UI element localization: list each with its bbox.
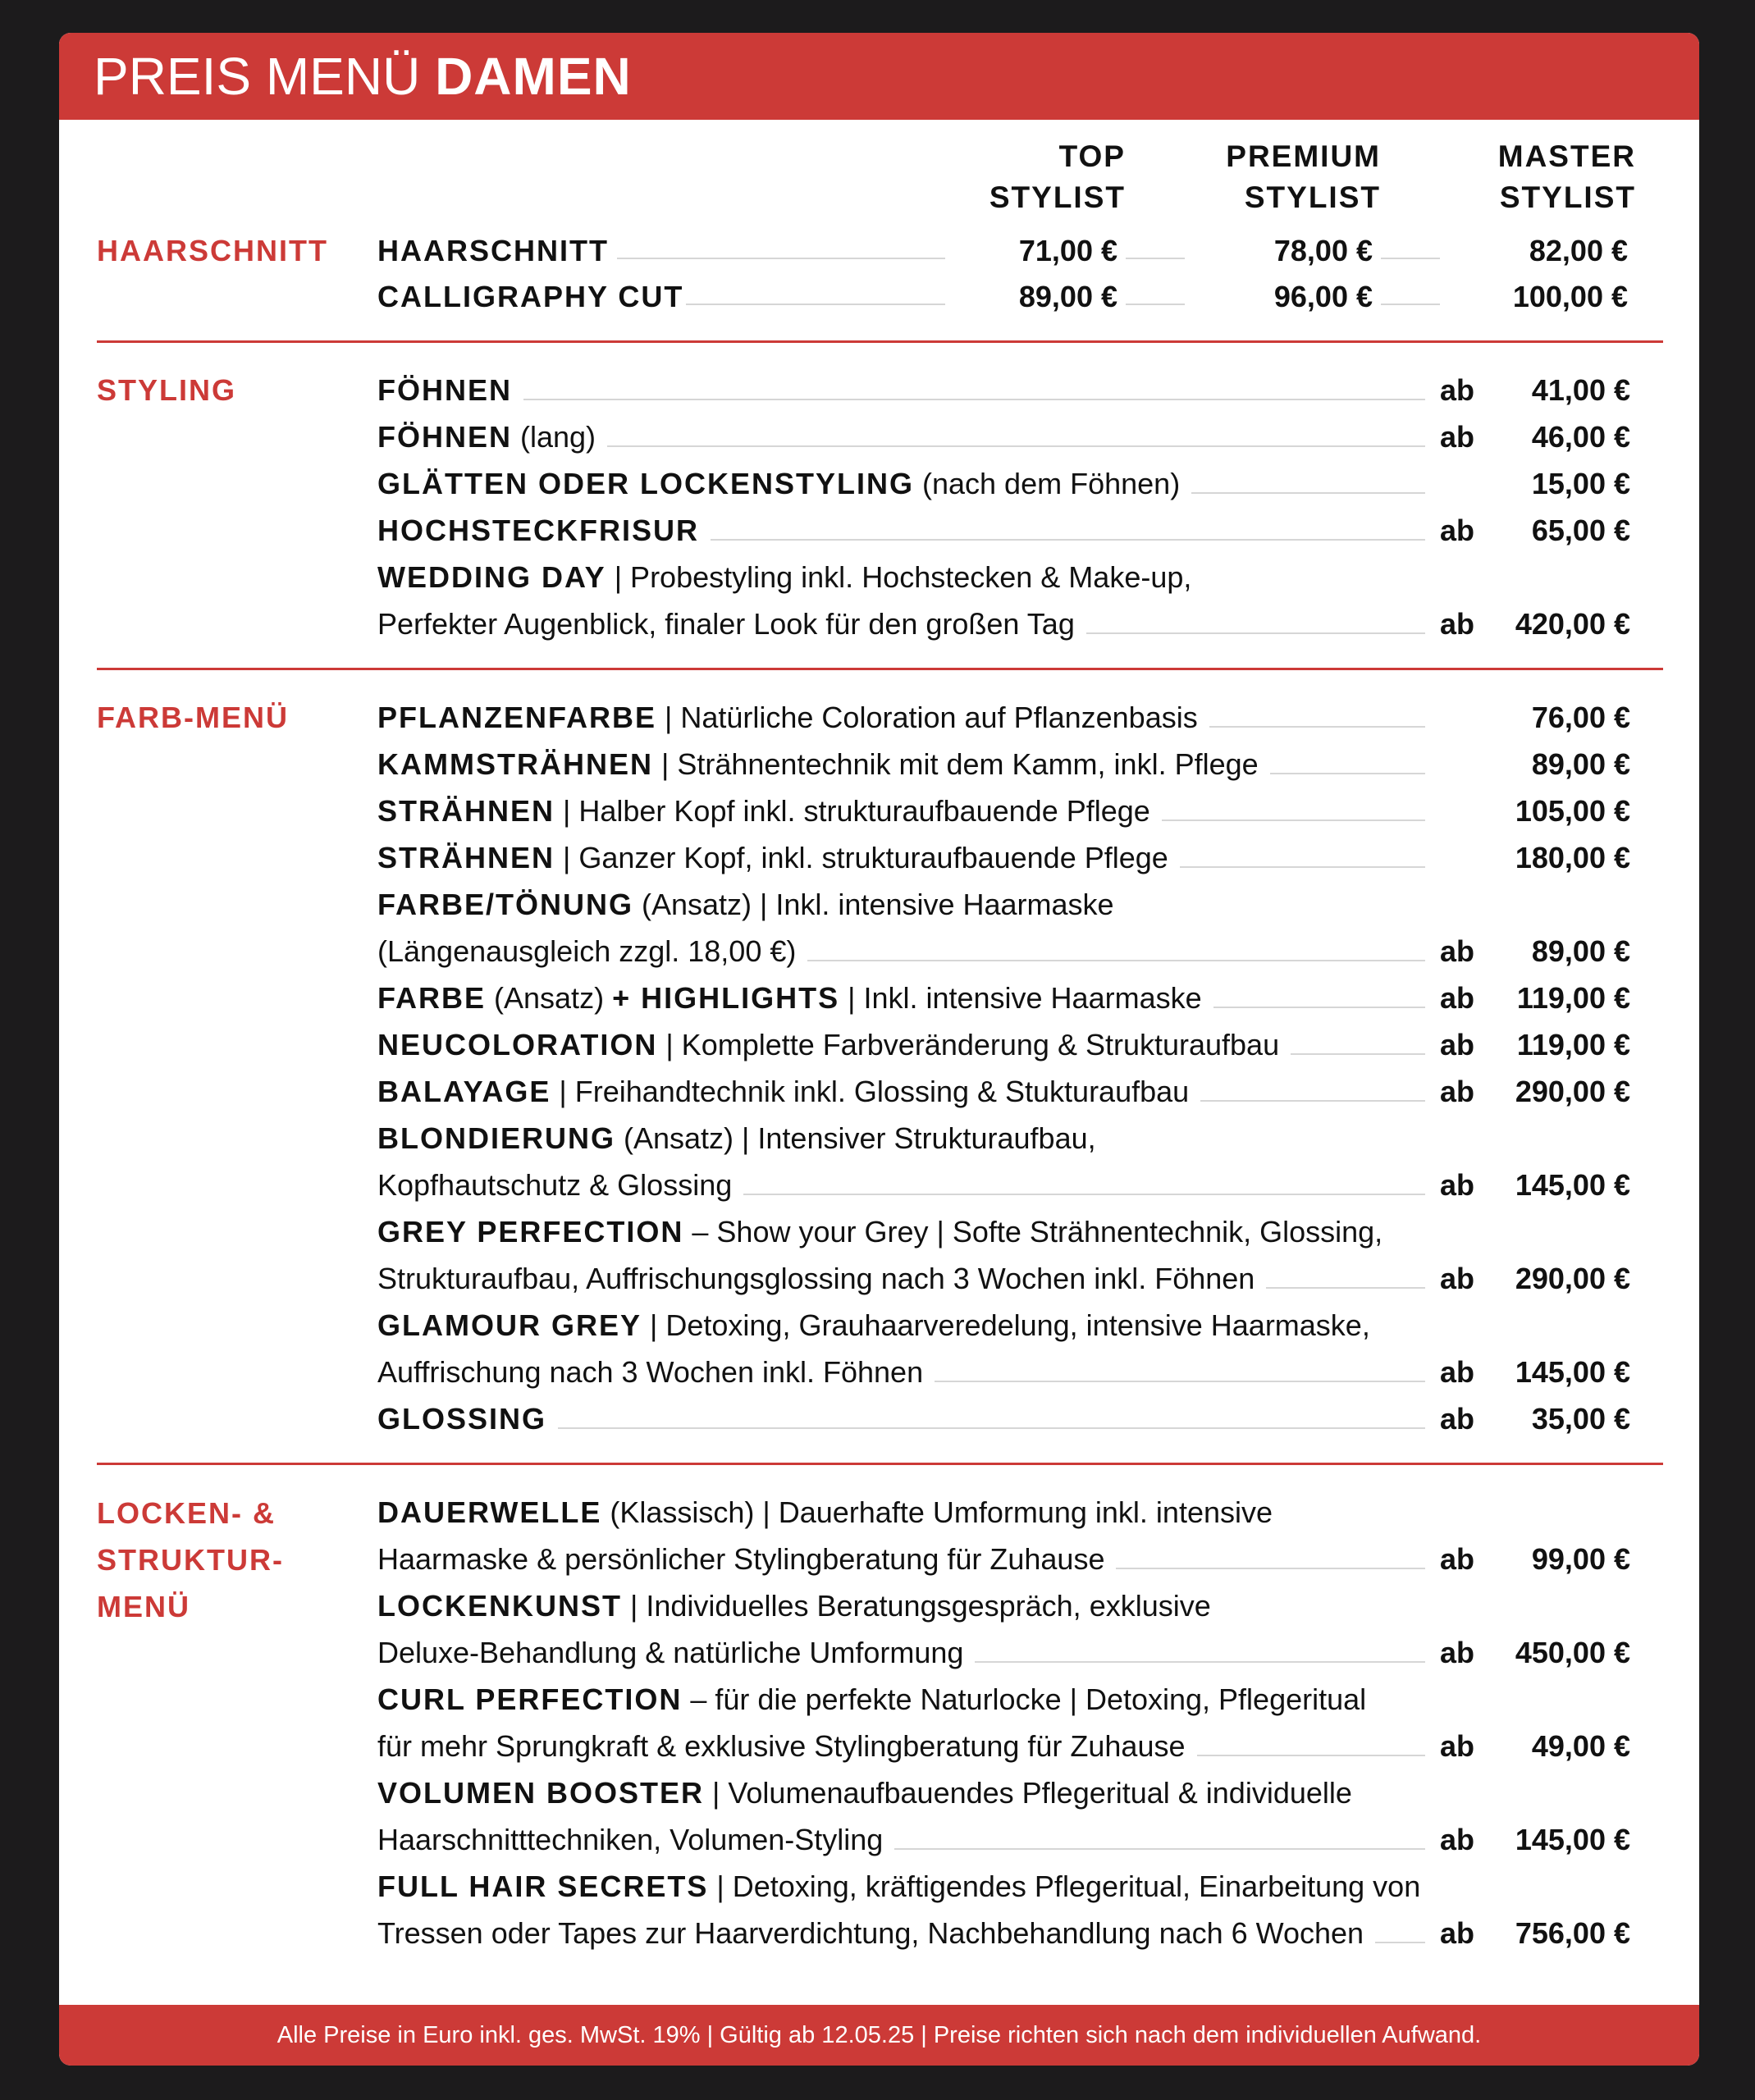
col-header-premium-line1: PREMIUM bbox=[1226, 139, 1381, 173]
service-detail: Auffrischung nach 3 Wochen inkl. Föhnen bbox=[377, 1355, 924, 1389]
leader-line bbox=[711, 521, 1425, 541]
service-name: FULL HAIR SECRETS bbox=[377, 1869, 709, 1903]
service-name: PFLANZENFARBE bbox=[377, 701, 656, 734]
service-row-continued bbox=[377, 1303, 1370, 1349]
price-prefix: ab bbox=[1440, 1729, 1475, 1763]
service-name: DAUERWELLE bbox=[377, 1495, 602, 1529]
section-title-farb: FARB-MENÜ bbox=[97, 701, 289, 734]
haarschnitt-row bbox=[377, 228, 1630, 274]
leader-line bbox=[1213, 988, 1425, 1008]
service-description bbox=[377, 607, 1075, 641]
service-description bbox=[377, 1916, 1364, 1951]
service-description bbox=[377, 560, 1191, 594]
service-detail: Strukturaufbau, Auffrischungsglossing nach 3 Wochen inkl. Föhnen bbox=[377, 1262, 1255, 1295]
price-prefix: ab bbox=[1440, 934, 1475, 968]
price-prefix: ab bbox=[1440, 1262, 1475, 1295]
price-value: 119,00 € bbox=[1516, 1028, 1630, 1061]
service-description bbox=[377, 794, 1150, 829]
service-detail: – für die perfekte Naturlocke | Detoxing, Pflegeritual bbox=[682, 1682, 1367, 1716]
price-value: 290,00 € bbox=[1515, 1262, 1630, 1295]
service-description bbox=[377, 514, 699, 548]
leader-line bbox=[1162, 801, 1425, 821]
service-detail: | Komplette Farbveränderung & Strukturaufbau bbox=[657, 1028, 1280, 1061]
price-prefix: ab bbox=[1440, 1028, 1475, 1061]
section-title-line: STRUKTUR- bbox=[97, 1543, 284, 1577]
service-description bbox=[377, 701, 1198, 735]
service-row-continued bbox=[377, 555, 1191, 600]
price-prefix: ab bbox=[1440, 1355, 1475, 1389]
menu-header bbox=[59, 33, 1699, 120]
service-description bbox=[377, 981, 1202, 1016]
service-name: BLONDIERUNG bbox=[377, 1121, 615, 1155]
service-detail: Tressen oder Tapes zur Haarverdichtung, Nachbehandlung nach 6 Wochen bbox=[377, 1916, 1364, 1950]
service-name: CURL PERFECTION bbox=[377, 1682, 683, 1716]
service-name: STRÄHNEN bbox=[377, 841, 555, 874]
service-description bbox=[377, 1121, 1096, 1155]
service-detail: für mehr Sprungkraft & exklusive Stylingberatung für Zuhause bbox=[377, 1729, 1186, 1763]
service-name: GLÄTTEN ODER LOCKENSTYLING bbox=[377, 467, 914, 500]
service-row bbox=[377, 1723, 1630, 1769]
leader-line bbox=[935, 1363, 1425, 1382]
price-prefix: ab bbox=[1440, 1168, 1475, 1202]
price-value: 65,00 € bbox=[1531, 514, 1630, 547]
leader-line bbox=[1126, 304, 1185, 305]
service-detail: (nach dem Föhnen) bbox=[914, 467, 1181, 500]
service-name: BALAYAGE bbox=[377, 1075, 551, 1108]
price-prefix: ab bbox=[1440, 1402, 1475, 1436]
footer-note: Alle Preise in Euro inkl. ges. MwSt. 19% | Gültig ab 12.05.25 | Preise richten sich nach dem individuellen Aufwand. bbox=[59, 2005, 1699, 2066]
col-header-master-line2: STYLIST bbox=[1499, 180, 1636, 214]
col-header-master-line1: MASTER bbox=[1497, 139, 1636, 173]
section-title-line: LOCKEN- & bbox=[97, 1496, 276, 1530]
service-description bbox=[377, 467, 1180, 501]
section-title-styling: STYLING bbox=[97, 373, 237, 407]
service-detail: Perfekter Augenblick, finaler Look für den großen Tag bbox=[377, 607, 1075, 641]
service-name: WEDDING DAY bbox=[377, 560, 606, 594]
price-master: 100,00 € bbox=[1512, 280, 1628, 313]
service-name: FARBE bbox=[377, 981, 487, 1015]
service-description bbox=[377, 1495, 1273, 1529]
service-description bbox=[377, 1869, 1420, 1903]
service-description bbox=[377, 420, 596, 454]
price-value: 41,00 € bbox=[1531, 373, 1630, 407]
header-title-bold: DAMEN bbox=[435, 47, 632, 106]
leader-line bbox=[975, 1643, 1425, 1663]
leader-line bbox=[1116, 1550, 1425, 1569]
service-row bbox=[377, 461, 1630, 507]
leader-line bbox=[1197, 1737, 1426, 1756]
service-description bbox=[377, 1729, 1186, 1764]
col-header-top-stylist bbox=[912, 136, 1126, 218]
service-row bbox=[377, 1022, 1630, 1068]
price-menu-card bbox=[59, 33, 1699, 2066]
service-detail: | Halber Kopf inkl. strukturaufbauende Pflege bbox=[555, 794, 1150, 828]
leader-line bbox=[686, 304, 945, 305]
service-description bbox=[377, 1075, 1189, 1109]
price-value: 49,00 € bbox=[1531, 1729, 1630, 1763]
price-prefix: ab bbox=[1440, 981, 1475, 1015]
service-detail: (Ansatz) bbox=[486, 981, 613, 1015]
header-title-light: PREIS MENÜ bbox=[94, 47, 436, 106]
service-name: HOCHSTECKFRISUR bbox=[377, 514, 700, 547]
service-detail: (Ansatz) | Intensiver Strukturaufbau, bbox=[615, 1121, 1096, 1155]
leader-line bbox=[1086, 614, 1425, 634]
price-premium: 78,00 € bbox=[1273, 234, 1373, 267]
service-name: FÖHNEN bbox=[377, 420, 512, 454]
service-detail: (lang) bbox=[512, 420, 596, 454]
service-name: + HIGHLIGHTS bbox=[612, 981, 840, 1015]
service-description bbox=[377, 1636, 963, 1670]
service-detail: | Detoxing, Grauhaarveredelung, intensive Haarmaske, bbox=[642, 1308, 1370, 1342]
service-row-continued bbox=[377, 1864, 1420, 1910]
calligraphy-cut-row bbox=[377, 274, 1630, 320]
service-name: KAMMSTRÄHNEN bbox=[377, 747, 653, 781]
price-value: 15,00 € bbox=[1531, 467, 1630, 500]
service-description bbox=[377, 934, 796, 969]
leader-line bbox=[1209, 708, 1425, 728]
service-row bbox=[377, 788, 1630, 834]
col-header-premium-line2: STYLIST bbox=[1244, 180, 1381, 214]
section-divider bbox=[97, 340, 1663, 343]
service-detail: | Detoxing, kräftigendes Pflegeritual, Einarbeitung von bbox=[708, 1869, 1421, 1903]
section-divider bbox=[97, 668, 1663, 670]
service-row-continued bbox=[377, 1116, 1096, 1162]
service-row bbox=[377, 1349, 1630, 1395]
service-detail: | Freihandtechnik inkl. Glossing & Stukturaufbau bbox=[551, 1075, 1190, 1108]
service-name: FÖHNEN bbox=[377, 373, 512, 407]
service-name: GREY PERFECTION bbox=[377, 1215, 684, 1249]
service-detail: – Show your Grey | Softe Strähnentechnik, Glossing, bbox=[683, 1215, 1383, 1249]
price-value: 290,00 € bbox=[1515, 1075, 1630, 1108]
service-description bbox=[377, 1776, 1352, 1810]
service-description bbox=[377, 1262, 1255, 1296]
service-row-continued bbox=[377, 1583, 1211, 1629]
service-name: HAARSCHNITT bbox=[377, 234, 609, 267]
service-row bbox=[377, 1162, 1630, 1208]
section-divider bbox=[97, 1463, 1663, 1465]
service-detail: (Längenausgleich zzgl. 18,00 €) bbox=[377, 934, 797, 968]
service-row-continued bbox=[377, 1770, 1352, 1816]
service-row bbox=[377, 929, 1630, 975]
service-row bbox=[377, 1817, 1630, 1863]
leader-line bbox=[743, 1176, 1425, 1195]
col-header-master-stylist bbox=[1423, 136, 1636, 218]
price-prefix: ab bbox=[1440, 420, 1475, 454]
service-name: VOLUMEN BOOSTER bbox=[377, 1776, 705, 1810]
service-row bbox=[377, 508, 1630, 554]
service-row bbox=[377, 1911, 1630, 1956]
service-row bbox=[377, 1630, 1630, 1676]
service-name: FARBE/TÖNUNG bbox=[377, 888, 633, 921]
service-description bbox=[377, 1589, 1211, 1623]
service-detail: | Volumenaufbauendes Pflegeritual & individuelle bbox=[704, 1776, 1352, 1810]
price-value: 105,00 € bbox=[1515, 794, 1630, 828]
leader-line bbox=[523, 381, 1425, 400]
service-row-continued bbox=[377, 1490, 1273, 1536]
service-name: LOCKENKUNST bbox=[377, 1589, 622, 1623]
service-description bbox=[377, 747, 1259, 782]
col-header-premium-stylist bbox=[1168, 136, 1381, 218]
section-title-locken bbox=[97, 1490, 284, 1630]
service-description bbox=[377, 1682, 1366, 1716]
leader-line bbox=[1191, 474, 1425, 494]
price-prefix: ab bbox=[1440, 373, 1475, 407]
service-detail: | Ganzer Kopf, inkl. strukturaufbauende Pflege bbox=[555, 841, 1168, 874]
service-row-continued bbox=[377, 882, 1114, 928]
leader-line bbox=[1180, 848, 1425, 868]
service-name: CALLIGRAPHY CUT bbox=[377, 280, 684, 313]
service-description bbox=[377, 1215, 1383, 1249]
leader-line bbox=[1266, 1269, 1425, 1289]
price-prefix: ab bbox=[1440, 1916, 1475, 1950]
service-row bbox=[377, 368, 1630, 413]
section-title-line: MENÜ bbox=[97, 1590, 190, 1623]
service-detail: (Klassisch) | Dauerhafte Umformung inkl. intensive bbox=[601, 1495, 1273, 1529]
price-value: 99,00 € bbox=[1531, 1542, 1630, 1576]
leader-line bbox=[1126, 258, 1185, 259]
leader-line bbox=[607, 427, 1425, 447]
price-prefix: ab bbox=[1440, 607, 1475, 641]
service-description bbox=[377, 1168, 732, 1203]
leader-line bbox=[1381, 304, 1440, 305]
service-detail: Deluxe-Behandlung & natürliche Umformung bbox=[377, 1636, 964, 1669]
price-value: 46,00 € bbox=[1531, 420, 1630, 454]
service-row bbox=[377, 414, 1630, 460]
price-prefix: ab bbox=[1440, 514, 1475, 547]
leader-line bbox=[1291, 1035, 1425, 1055]
service-description bbox=[377, 1308, 1370, 1342]
price-value: 756,00 € bbox=[1515, 1916, 1630, 1950]
price-prefix: ab bbox=[1440, 1075, 1475, 1108]
service-detail: Haarmaske & persönlicher Stylingberatung für Zuhause bbox=[377, 1542, 1105, 1576]
service-description bbox=[377, 1823, 883, 1857]
service-row bbox=[377, 1069, 1630, 1115]
service-row-continued bbox=[377, 1677, 1366, 1723]
leader-line bbox=[617, 258, 945, 259]
col-header-top-line1: TOP bbox=[1058, 139, 1126, 173]
service-row bbox=[377, 975, 1630, 1021]
price-value: 76,00 € bbox=[1531, 701, 1630, 734]
leader-line bbox=[558, 1409, 1425, 1429]
service-detail: Kopfhautschutz & Glossing bbox=[377, 1168, 733, 1202]
price-value: 420,00 € bbox=[1515, 607, 1630, 641]
service-row bbox=[377, 742, 1630, 788]
service-row bbox=[377, 1396, 1630, 1442]
section-title-haarschnitt: HAARSCHNITT bbox=[97, 234, 328, 267]
price-value: 145,00 € bbox=[1515, 1355, 1630, 1389]
price-premium: 96,00 € bbox=[1273, 280, 1373, 313]
service-detail: (Ansatz) | Inkl. intensive Haarmaske bbox=[633, 888, 1114, 921]
price-value: 89,00 € bbox=[1531, 747, 1630, 781]
leader-line bbox=[1270, 755, 1425, 774]
service-detail: | Strähnentechnik mit dem Kamm, inkl. Pflege bbox=[652, 747, 1259, 781]
price-prefix: ab bbox=[1440, 1542, 1475, 1576]
service-description bbox=[377, 1542, 1104, 1577]
service-detail: | Inkl. intensive Haarmaske bbox=[839, 981, 1202, 1015]
leader-line bbox=[807, 942, 1425, 961]
service-row bbox=[377, 695, 1630, 741]
price-value: 145,00 € bbox=[1515, 1823, 1630, 1856]
price-value: 119,00 € bbox=[1516, 981, 1630, 1015]
service-row bbox=[377, 601, 1630, 647]
service-description bbox=[377, 1355, 923, 1390]
service-detail: | Individuelles Beratungsgespräch, exklusive bbox=[622, 1589, 1211, 1623]
price-value: 180,00 € bbox=[1515, 841, 1630, 874]
price-prefix: ab bbox=[1440, 1823, 1475, 1856]
leader-line bbox=[1375, 1924, 1425, 1943]
leader-line bbox=[1200, 1082, 1425, 1102]
service-name: STRÄHNEN bbox=[377, 794, 555, 828]
service-row bbox=[377, 1256, 1630, 1302]
price-top: 71,00 € bbox=[1018, 234, 1117, 267]
service-description bbox=[377, 1402, 546, 1436]
service-name: NEUCOLORATION bbox=[377, 1028, 658, 1061]
price-value: 89,00 € bbox=[1531, 934, 1630, 968]
service-row-continued bbox=[377, 1209, 1383, 1255]
service-row bbox=[377, 1536, 1630, 1582]
price-value: 450,00 € bbox=[1515, 1636, 1630, 1669]
service-detail: | Natürliche Coloration auf Pflanzenbasis bbox=[656, 701, 1198, 734]
service-description bbox=[377, 888, 1114, 921]
service-description bbox=[377, 1028, 1279, 1062]
price-master: 82,00 € bbox=[1529, 234, 1628, 267]
price-value: 35,00 € bbox=[1531, 1402, 1630, 1436]
service-name: GLAMOUR GREY bbox=[377, 1308, 642, 1342]
service-detail: | Probestyling inkl. Hochstecken & Make-up, bbox=[606, 560, 1192, 594]
service-name: GLOSSING bbox=[377, 1402, 547, 1436]
col-header-top-line2: STYLIST bbox=[989, 180, 1126, 214]
price-top: 89,00 € bbox=[1018, 280, 1117, 313]
leader-line bbox=[894, 1830, 1425, 1850]
price-value: 145,00 € bbox=[1515, 1168, 1630, 1202]
service-detail: Haarschnitttechniken, Volumen-Styling bbox=[377, 1823, 884, 1856]
service-description bbox=[377, 841, 1168, 875]
service-row bbox=[377, 835, 1630, 881]
price-prefix: ab bbox=[1440, 1636, 1475, 1669]
service-description bbox=[377, 373, 512, 408]
leader-line bbox=[1381, 258, 1440, 259]
